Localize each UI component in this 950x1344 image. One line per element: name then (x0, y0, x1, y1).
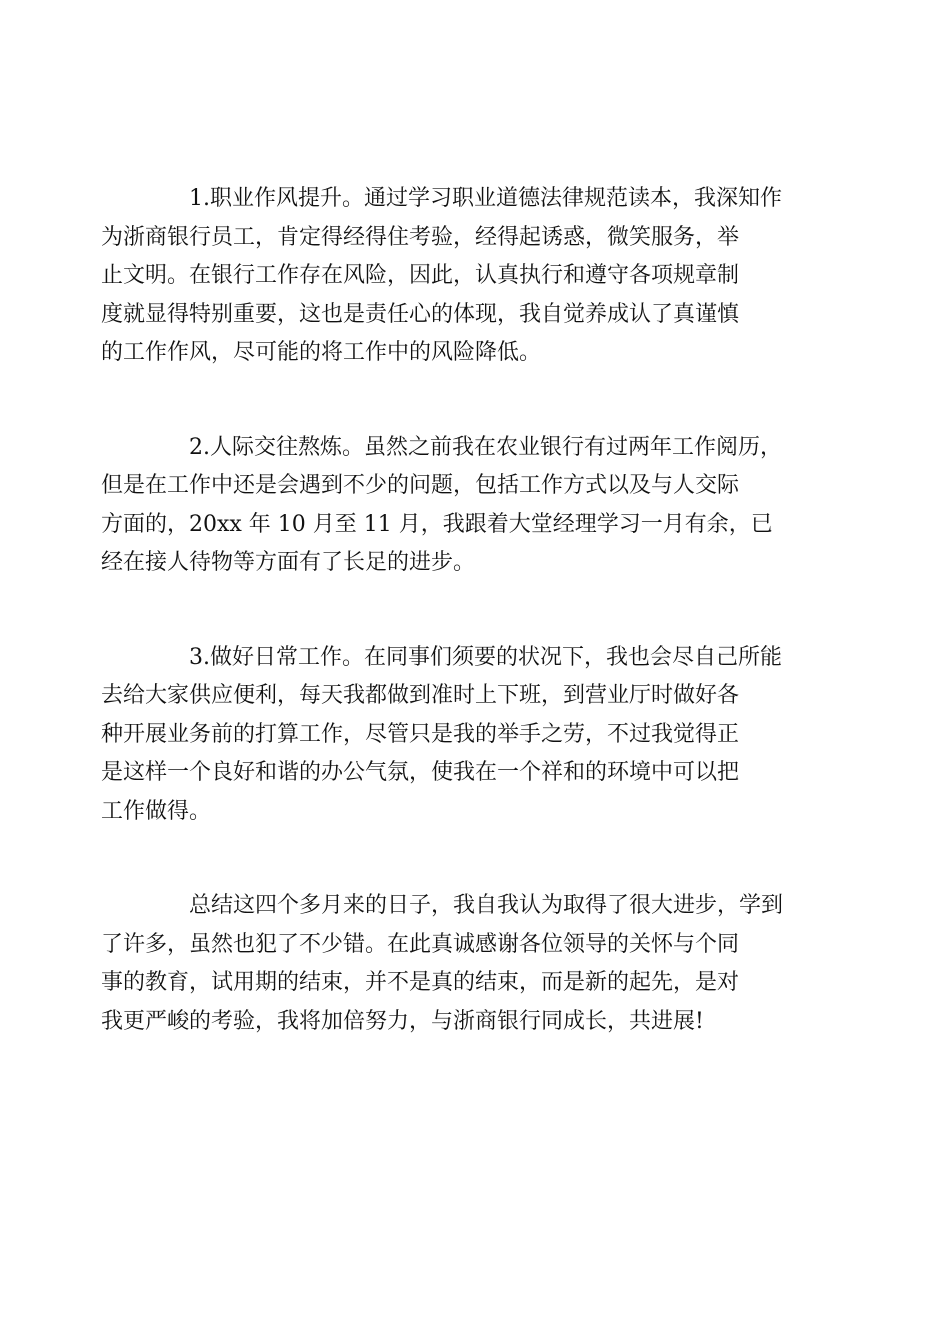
text-line: 1.职业作风提升。通过学习职业道德法律规范读本，我深知作 (189, 186, 782, 211)
text-line: 2.人际交往熬炼。虽然之前我在农业银行有过两年工作阅历， (189, 434, 782, 460)
text-line: 总结这四个多月来的日子，我自我认为取得了很大进步，学到 (189, 893, 784, 918)
text-line: 3.做好日常工作。在同事们须要的状况下，我也会尽自己所能 (189, 644, 782, 670)
text-line: 了许多，虽然也犯了不少错。在此真诚感谢各位领导的关怀与个同 (101, 931, 740, 957)
text-line: 度就显得特别重要，这也是责任心的体现，我自觉养成认了真谨慎 (101, 301, 740, 327)
text-line: 止文明。在银行工作存在风险，因此，认真执行和遵守各项规章制 (101, 263, 740, 288)
paragraph-daily-work (101, 639, 810, 832)
text-line: 的工作作风，尽可能的将工作中的风险降低。 (101, 340, 542, 365)
text-line: 方面的，20xx 年 10 月至 11 月，我跟着大堂经理学习一月有余，已 (101, 511, 773, 537)
paragraph-interpersonal (101, 429, 810, 583)
text-line: 但是在工作中还是会遇到不少的问题，包括工作方式以及与人交际 (101, 473, 740, 498)
text-line: 是这样一个良好和谐的办公气氛，使我在一个祥和的环境中可以把 (101, 760, 740, 785)
text-line: 事的教育，试用期的结束，并不是真的结束，而是新的起先，是对 (101, 970, 740, 995)
text-line: 种开展业务前的打算工作，尽管只是我的举手之劳，不过我觉得正 (101, 721, 740, 747)
text-line: 经在接人待物等方面有了长足的进步。 (101, 550, 476, 575)
document-body (101, 180, 810, 1041)
text-line: 为浙商银行员工，肯定得经得住考验，经得起诱惑，微笑服务，举 (101, 224, 740, 250)
text-line: 我更严峻的考验，我将加倍努力，与浙商银行同成长，共进展! (101, 1008, 704, 1034)
paragraph-career-style (101, 180, 810, 373)
paragraph-summary (101, 887, 810, 1041)
text-line: 去给大家供应便利，每天我都做到准时上下班，到营业厅时做好各 (101, 683, 740, 708)
text-line: 工作做得。 (101, 798, 212, 824)
